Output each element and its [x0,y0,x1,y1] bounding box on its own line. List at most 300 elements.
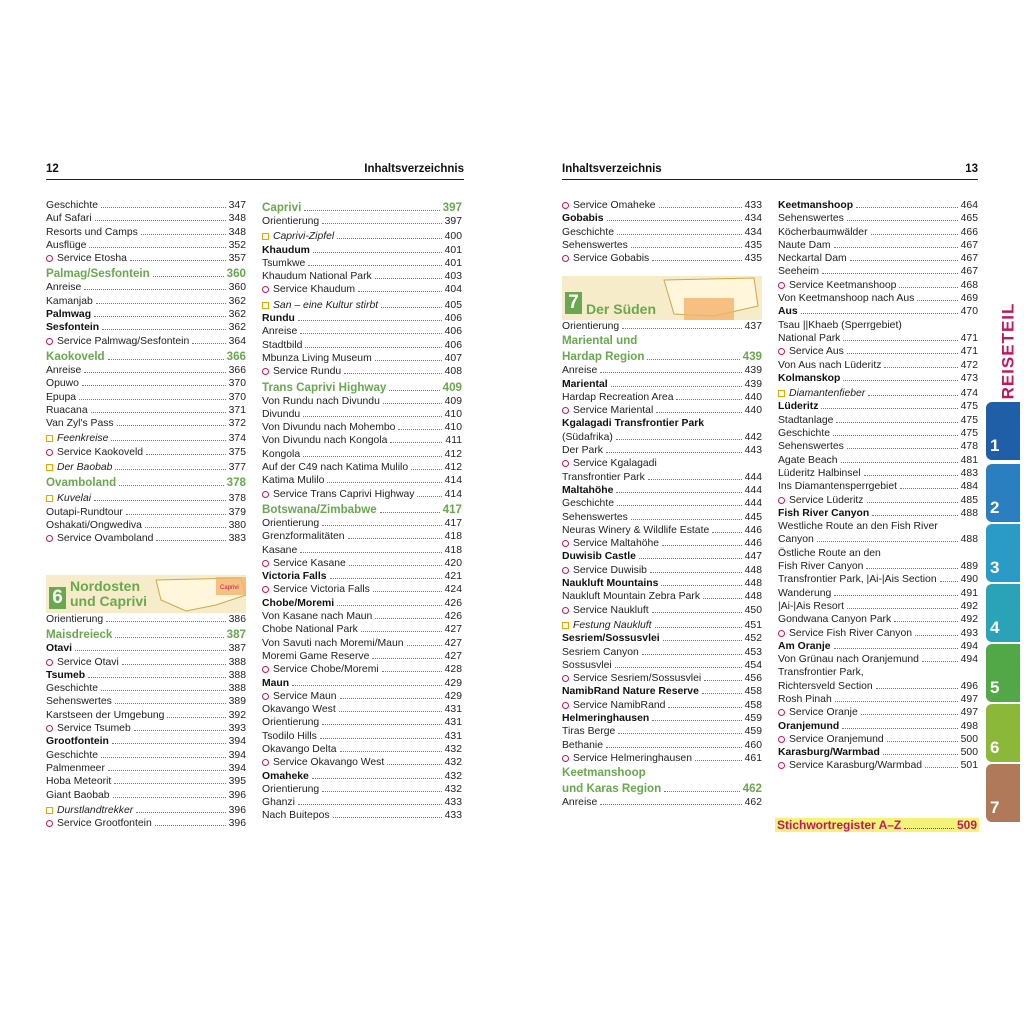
toc-entry-page: 370 [228,391,246,403]
toc-entry[interactable] [562,226,762,239]
toc-entry-title: Service Kgalagadi [562,457,657,470]
toc-entry[interactable] [778,319,978,332]
toc-entry[interactable] [562,417,762,430]
toc-entry[interactable] [46,789,246,802]
toc-entry[interactable] [46,682,246,695]
toc-entry[interactable] [46,709,246,722]
toc-entry-title: Aus [778,306,798,318]
region-banner-7 [562,276,762,320]
toc-entry[interactable] [562,537,762,550]
dot-leader [821,408,957,409]
dot-leader [606,747,742,748]
toc-entry[interactable] [778,252,978,265]
dot-leader [95,220,226,221]
toc-entry[interactable] [562,782,762,796]
dot-leader [303,416,442,417]
toc-entry[interactable] [778,387,978,400]
toc-entry[interactable] [562,484,762,497]
toc-entry[interactable] [262,339,462,352]
dot-leader [922,661,958,662]
toc-entry[interactable] [778,733,978,746]
toc-entry[interactable] [778,467,978,480]
toc-entry[interactable] [778,666,978,679]
toc-entry-page: 453 [744,646,762,658]
toc-entry-page: 440 [744,391,762,403]
toc-entry[interactable] [562,364,762,377]
dot-leader [398,429,441,430]
toc-entry[interactable] [778,345,978,358]
toc-entry[interactable] [262,796,462,809]
toc-entry[interactable] [562,725,762,738]
toc-entry[interactable] [562,712,762,725]
toc-entry-title: Service Tsumeb [46,722,131,735]
toc-entry-title: Chobe/Moremi [262,597,335,609]
toc-entry-title: Agate Beach [778,454,838,466]
toc-entry-page: 394 [228,749,246,761]
toc-entry[interactable] [562,550,762,563]
dot-leader [695,760,742,761]
toc-entry[interactable] [262,312,462,325]
toc-entry[interactable] [262,448,462,461]
toc-entry[interactable] [562,646,762,659]
toc-entry[interactable] [262,215,462,228]
dot-leader [868,395,957,396]
toc-entry[interactable] [562,239,762,252]
toc-entry[interactable] [262,503,462,517]
dot-leader [333,817,442,818]
dot-leader [146,454,226,455]
toc-entry[interactable] [262,583,462,596]
toc-entry-title: Sehenswertes [46,696,112,708]
dot-leader [662,545,742,546]
toc-entry[interactable] [562,444,762,457]
toc-entry-page: 444 [744,484,762,496]
toc-entry[interactable] [46,267,246,281]
toc-entry[interactable] [778,265,978,278]
toc-entry-title: Fish River Canyon [778,507,870,519]
toc-entry[interactable] [46,749,246,762]
toc-entry-title: Service Fish River Canyon [778,627,912,640]
toc-entry[interactable] [262,299,462,312]
toc-entry[interactable] [562,659,762,672]
toc-entry[interactable] [262,421,462,434]
toc-entry-title: Stadtbild [262,339,303,351]
right-page-number: 13 [965,163,978,175]
toc-entry[interactable] [778,226,978,239]
toc-entry-title: Auf der C49 nach Katima Mulilo [262,462,409,474]
toc-entry[interactable] [262,557,462,570]
toc-entry[interactable] [262,395,462,408]
toc-entry[interactable] [262,201,462,215]
toc-entry-title: Der Park [562,445,603,457]
toc-entry-title: Sehenswertes [778,441,844,453]
chapter-tab-3[interactable] [986,524,1020,582]
toc-entry[interactable] [778,305,978,318]
dot-leader [856,207,958,208]
toc-entry[interactable] [778,520,978,533]
toc-entry[interactable] [778,627,978,640]
toc-entry[interactable] [562,199,762,212]
toc-entry[interactable] [46,656,246,669]
toc-entry[interactable] [262,257,462,270]
toc-entry-title: Von Divundu nach Mohembo [262,422,396,434]
toc-entry[interactable] [262,703,462,716]
dot-leader [119,485,223,486]
toc-entry-page: 396 [228,789,246,801]
toc-entry[interactable] [262,230,462,243]
toc-entry-page: 431 [444,704,462,716]
dot-leader [312,778,442,779]
toc-entry[interactable] [46,212,246,225]
toc-entry-title: Ins Diamantensperrgebiet [778,481,897,493]
toc-entry[interactable] [262,756,462,769]
toc-entry[interactable] [778,279,978,292]
toc-entry[interactable] [778,494,978,507]
toc-entry[interactable] [46,695,246,708]
dot-leader [340,751,442,752]
dot-leader [864,475,958,476]
toc-entry[interactable] [262,730,462,743]
toc-entry-page: 475 [960,401,978,413]
toc-entry[interactable] [46,613,246,626]
dot-leader [639,558,742,559]
toc-entry[interactable] [46,642,246,655]
dot-leader [145,527,226,528]
toc-entry[interactable] [262,597,462,610]
toc-entry-title: Botswana/Zimbabwe [262,502,377,516]
toc-entry-title: Naute Dam [778,239,831,251]
toc-entry-title: Service Naukluft [562,604,649,617]
toc-entry[interactable] [262,743,462,756]
toc-entry[interactable] [262,677,462,690]
toc-entry-page: 473 [960,372,978,384]
toc-entry[interactable] [46,817,246,830]
toc-entry[interactable] [46,804,246,817]
toc-entry[interactable] [46,775,246,788]
toc-entry[interactable] [562,577,762,590]
toc-entry[interactable] [778,759,978,772]
toc-entry[interactable] [262,570,462,583]
toc-entry[interactable] [262,352,462,365]
dot-leader [835,701,958,702]
dot-leader [861,714,958,715]
toc-entry[interactable] [46,321,246,334]
toc-entry-title: Karasburg/Warmbad [778,747,880,759]
toc-entry[interactable] [778,212,978,225]
toc-entry[interactable] [562,511,762,524]
toc-entry-page: 433 [444,797,462,809]
toc-entry-page: 393 [228,723,246,735]
toc-entry[interactable] [778,573,978,586]
toc-entry[interactable] [262,770,462,783]
toc-entry-title: Palmenmeer [46,762,105,774]
toc-entry-page: 418 [444,544,462,556]
toc-entry-title: Palmag/Sesfontein [46,267,150,281]
toc-entry[interactable] [562,378,762,391]
toc-entry-title: Hardap Region [562,350,645,364]
toc-entry[interactable] [46,519,246,532]
toc-entry[interactable] [262,408,462,421]
toc-entry[interactable] [778,332,978,345]
toc-entry[interactable] [778,613,978,626]
toc-entry[interactable] [562,350,762,364]
toc-entry-page: 362 [228,322,246,334]
toc-entry[interactable] [46,735,246,748]
toc-entry[interactable] [562,471,762,484]
toc-entry[interactable] [262,623,462,636]
toc-entry[interactable] [46,226,246,239]
toc-entry[interactable] [778,560,978,573]
toc-entry[interactable] [562,252,762,265]
dot-leader [111,440,225,441]
toc-entry-page: 426 [444,597,462,609]
toc-entry[interactable] [562,457,762,470]
toc-entry[interactable] [778,440,978,453]
toc-entry[interactable] [46,239,246,252]
toc-entry[interactable] [778,653,978,666]
dot-leader [94,316,226,317]
toc-entry[interactable] [262,283,462,296]
toc-entry-title: Divundu [262,408,301,420]
dot-leader [652,260,741,261]
toc-entry[interactable] [778,292,978,305]
toc-entry[interactable] [46,476,246,490]
toc-entry[interactable] [778,507,978,520]
toc-entry[interactable] [46,364,246,377]
toc-entry[interactable] [262,461,462,474]
toc-entry[interactable] [46,432,246,445]
toc-entry-title: Service Otavi [46,656,119,669]
toc-entry[interactable] [778,533,978,546]
toc-entry[interactable] [778,414,978,427]
toc-entry[interactable] [778,239,978,252]
toc-entry[interactable] [778,640,978,653]
toc-entry[interactable] [262,716,462,729]
toc-entry[interactable] [46,404,246,417]
toc-entry[interactable] [262,809,462,822]
toc-entry[interactable] [778,454,978,467]
toc-entry[interactable] [262,517,462,530]
toc-entry[interactable] [778,199,978,212]
toc-entry[interactable] [562,564,762,577]
toc-entry-page: 500 [960,733,978,745]
toc-entry[interactable] [778,372,978,385]
toc-entry[interactable] [778,427,978,440]
chapter-tab-7[interactable] [986,764,1020,822]
toc-entry[interactable] [562,404,762,417]
dot-leader [822,273,958,274]
toc-entry-title: (Südafrika) [562,431,613,443]
toc-entry-page: 403 [444,271,462,283]
dot-leader [834,648,958,649]
toc-entry[interactable] [778,359,978,372]
toc-entry-title: Transfrontier Park [562,471,645,483]
toc-entry[interactable] [262,544,462,557]
toc-entry-page: 427 [444,637,462,649]
toc-entry[interactable] [46,628,246,642]
toc-entry-page: 414 [444,488,462,500]
dot-leader [141,234,226,235]
toc-entry[interactable] [262,610,462,623]
toc-entry-title: Maltahöhe [562,484,614,496]
toc-entry[interactable] [778,720,978,733]
toc-entry-page: 435 [744,253,762,265]
toc-entry-title: Wanderung [778,587,832,599]
toc-entry[interactable] [46,335,246,348]
toc-entry[interactable] [46,461,246,474]
toc-entry[interactable] [46,506,246,519]
toc-entry[interactable] [262,637,462,650]
toc-entry[interactable] [562,212,762,225]
toc-entry-title: Palmwag [46,309,92,321]
toc-entry[interactable] [46,417,246,430]
toc-entry[interactable] [262,325,462,338]
chapter-tab-4[interactable] [986,584,1020,642]
toc-entry-title: Service Oranjemund [778,733,884,746]
toc-entry[interactable] [562,685,762,698]
toc-entry[interactable] [778,746,978,759]
dot-leader [389,390,439,391]
toc-entry[interactable] [46,252,246,265]
dot-leader [101,757,226,758]
toc-entry[interactable] [778,400,978,413]
toc-entry[interactable] [46,492,246,505]
toc-entry[interactable] [778,547,978,560]
toc-entry-page: 397 [442,201,462,214]
toc-entry-page: 494 [960,654,978,666]
toc-entry-page: 467 [960,266,978,278]
toc-entry-title: Grenzformalitäten [262,531,345,543]
toc-entry[interactable] [562,320,762,333]
toc-entry-page: 387 [226,628,246,642]
toc-entry-title: Service Palmwag/Sesfontein [46,335,189,348]
toc-entry-title: Katima Mulilo [262,475,325,487]
toc-entry-title: und Karas Region [562,782,662,796]
toc-entry-page: 452 [744,633,762,645]
toc-entry-title: Oshakati/Ongwediva [46,519,142,531]
dot-leader [841,462,958,463]
toc-entry-page: 432 [444,783,462,795]
chapter-tab-5[interactable] [986,644,1020,702]
toc-entry[interactable] [262,381,462,395]
toc-entry[interactable] [262,530,462,543]
chapter-tab-6[interactable] [986,704,1020,762]
toc-entry[interactable] [46,446,246,459]
dot-leader [847,608,958,609]
toc-entry[interactable] [262,690,462,703]
toc-entry[interactable] [262,434,462,447]
dot-leader [304,210,439,211]
dot-leader [122,664,226,665]
toc-entry[interactable] [46,377,246,390]
toc-entry-title: Keetmanshoop [562,766,646,780]
toc-entry-page: 474 [960,388,978,400]
toc-entry-title: Chobe National Park [262,624,358,636]
dot-leader [136,812,225,813]
toc-entry[interactable] [562,431,762,444]
chapter-tab-label: 5 [990,678,1000,697]
toc-entry-title: Stadtanlage [778,414,834,426]
toc-entry[interactable] [562,604,762,617]
stichwortregister-entry[interactable] [775,818,979,832]
toc-entry-title: Geschichte [46,683,98,695]
toc-entry-title: Orientierung [262,216,320,227]
toc-entry-title: Rundu [262,313,295,325]
toc-entry-page: 379 [228,506,246,518]
toc-entry[interactable] [562,590,762,603]
dot-leader [320,738,442,739]
toc-entry[interactable] [262,488,462,501]
toc-entry-page: 488 [960,507,978,519]
toc-entry[interactable] [562,672,762,685]
toc-entry[interactable] [46,722,246,735]
toc-entry[interactable] [562,766,762,780]
toc-entry[interactable] [562,632,762,645]
toc-entry[interactable] [778,706,978,719]
toc-entry-page: 500 [960,747,978,759]
toc-entry[interactable] [562,752,762,765]
dot-leader [380,512,440,513]
toc-entry[interactable] [778,600,978,613]
toc-entry[interactable] [778,587,978,600]
toc-entry[interactable] [562,334,762,348]
toc-entry[interactable] [46,532,246,545]
dot-leader [899,287,957,288]
toc-entry[interactable] [562,739,762,752]
toc-entry[interactable] [562,796,762,809]
toc-entry[interactable] [562,619,762,632]
toc-entry-title: Auf Safari [46,213,92,225]
toc-entry-title: Am Oranje [778,640,831,652]
toc-entry[interactable] [778,693,978,706]
chapter-tab-1[interactable] [986,402,1020,460]
toc-entry[interactable] [262,244,462,257]
dot-leader [167,717,225,718]
dot-leader [867,502,958,503]
toc-entry[interactable] [262,663,462,676]
toc-entry[interactable] [46,281,246,294]
toc-entry[interactable] [562,524,762,537]
toc-entry-title: Ghanzi [262,797,295,809]
toc-entry-page: 437 [744,321,762,332]
toc-entry[interactable] [262,783,462,796]
stichwortregister-page: 509 [956,818,977,832]
toc-entry[interactable] [46,199,246,212]
toc-entry-page: 471 [960,346,978,358]
toc-entry[interactable] [778,680,978,693]
toc-entry[interactable] [46,350,246,364]
toc-entry[interactable] [46,308,246,321]
chapter-tab-2[interactable] [986,464,1020,522]
toc-entry[interactable] [262,365,462,378]
dot-leader [615,667,742,668]
toc-entry-title: Giant Baobab [46,789,110,801]
toc-entry[interactable] [562,497,762,510]
toc-entry[interactable] [262,474,462,487]
toc-entry[interactable] [262,270,462,283]
dot-leader [112,743,226,744]
toc-entry[interactable] [262,650,462,663]
toc-entry[interactable] [46,391,246,404]
toc-entry[interactable] [46,762,246,775]
toc-entry[interactable] [562,391,762,404]
toc-entry[interactable] [778,480,978,493]
toc-entry-page: 374 [228,433,246,445]
dot-leader [894,621,957,622]
toc-entry[interactable] [46,669,246,682]
toc-entry[interactable] [46,295,246,308]
toc-entry[interactable] [562,699,762,712]
